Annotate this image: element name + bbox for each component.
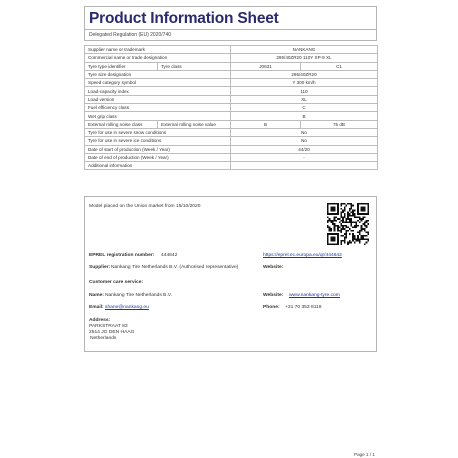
name-label: Name: (89, 293, 104, 298)
row-label: Fuel efficiency class (85, 104, 231, 112)
info-sheet (84, 6, 377, 170)
supplier-value: Nankang Tire Netherlands B.V. (Authorised representative) (111, 265, 239, 270)
table-row (85, 70, 378, 78)
table-row (85, 162, 378, 170)
customer-care-heading: Customer care service: (89, 280, 144, 285)
product-info-table (84, 45, 378, 170)
phone-label: Phone: (263, 305, 280, 310)
website-link[interactable]: www.nankang-tyre.com (289, 293, 340, 298)
row-label: External rolling noise class (85, 120, 158, 128)
page-number: Page 1 / 1 (354, 452, 375, 457)
row-value: 295/40ZR20 110Y SP-9 XL (231, 54, 378, 62)
row-value: No (231, 137, 378, 145)
address-line-1: PARKSTRAAT 83 (89, 324, 128, 329)
eprel-label: EPREL registration number: (89, 253, 155, 258)
regulation-subtitle: Delegated Regulation (EU) 2020/740 (84, 30, 377, 41)
row-value: 44/20 (231, 145, 378, 153)
registration-box (84, 196, 377, 352)
address-line-3: Netherlands (90, 336, 117, 341)
table-row (85, 54, 378, 62)
table-row (85, 128, 378, 136)
email-label: Email: (89, 305, 104, 310)
row-value-secondary: 75 dB (301, 120, 378, 128)
table-row (85, 145, 378, 153)
table-row (85, 87, 378, 95)
row-label: Tyre for use in severe snow conditions (85, 128, 231, 136)
phone-value: +31 70 353 8119 (285, 305, 322, 310)
row-label: Date of start of production (Week / Year) (85, 145, 231, 153)
row-label-secondary: External rolling noise value (158, 120, 231, 128)
eprel-link[interactable]: https://eprel.ec.europa.eu/qr/444642 (263, 253, 342, 258)
row-value: - (231, 153, 378, 161)
row-value: B (231, 112, 378, 120)
website-label: Website: (263, 265, 284, 270)
address-line-2: 2514 JG DEN HAAG (89, 330, 135, 335)
row-label-secondary: Tyre class (158, 62, 231, 70)
row-value-secondary: C1 (301, 62, 378, 70)
row-label: Additional information (85, 162, 231, 170)
placed-on-market-text: Model placed on the Union market from 15/10/2020 (89, 204, 201, 209)
name-value: Nankang Tire Netherlands B.V. (105, 293, 172, 298)
row-value: 295/40ZR20 (231, 70, 378, 78)
table-row (85, 95, 378, 103)
website2-label: Website: (263, 293, 284, 298)
page-title: Product Information Sheet (89, 10, 279, 27)
row-value: No (231, 128, 378, 136)
eprel-number: 444642 (161, 253, 178, 258)
row-value: Y 300 km/h (231, 79, 378, 87)
row-label: Wet grip class (85, 112, 231, 120)
table-row (85, 112, 378, 120)
email-link[interactable]: shane@nankang.eu (105, 305, 149, 310)
table-row (85, 104, 378, 112)
row-value: C (231, 104, 378, 112)
table-row (85, 46, 378, 54)
row-value: J0631 (231, 62, 301, 70)
row-value: NANKANG (231, 46, 378, 54)
row-label: Load-capacity index (85, 87, 231, 95)
row-value: XL (231, 95, 378, 103)
row-value: 110 (231, 87, 378, 95)
table-row (85, 62, 378, 70)
row-label: Load version (85, 95, 231, 103)
row-label: Date of end of production (Week / Year) (85, 153, 231, 161)
supplier-label: Supplier: (89, 265, 111, 270)
row-label: Tyre size designation (85, 70, 231, 78)
table-row (85, 153, 378, 161)
row-label: Commercial name or trade designation (85, 54, 231, 62)
row-label: Tyre for use in severe ice conditions (85, 137, 231, 145)
row-value (231, 162, 378, 170)
address-label: Address: (89, 318, 111, 323)
table-row (85, 79, 378, 87)
table-row (85, 137, 378, 145)
row-label: Tyre type identifier (85, 62, 158, 70)
qr-code (327, 203, 369, 245)
table-row (85, 120, 378, 128)
row-value: B (231, 120, 301, 128)
row-label: Speed category symbol (85, 79, 231, 87)
title-box (84, 6, 377, 30)
row-label: Supplier name or trademark (85, 46, 231, 54)
